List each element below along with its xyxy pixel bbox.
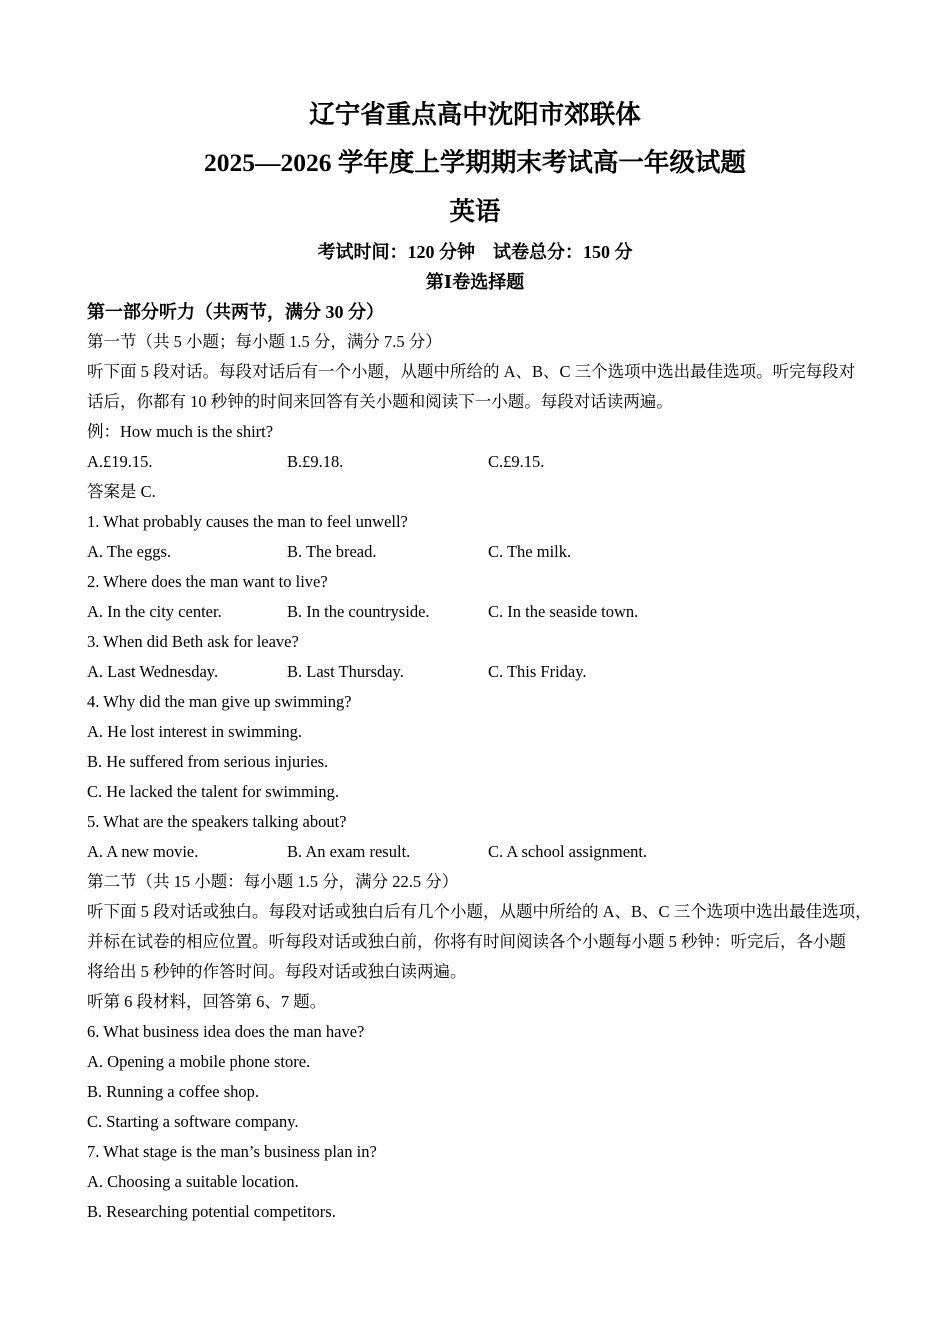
section2-heading: 第二节（共 15 小题：每小题 1.5 分，满分 22.5 分） [87,872,459,891]
question-4-option-b: B. He suffered from serious injuries. [87,752,329,771]
question-2-option-c: C. In the seaside town. [488,602,639,621]
section2-instruction-line: 听下面 5 段对话或独白。每段对话或独白后有几个小题，从题中所给的 A、B、C 三个选项中选出最佳选项， [87,902,872,921]
question-7-option-b: B. Researching potential competitors. [87,1202,336,1221]
question-2-options [87,597,950,627]
question-2-option-a: A. In the city center. [87,602,222,621]
question-6-option-a: A. Opening a mobile phone store. [87,1052,311,1071]
question-3-option-a: A. Last Wednesday. [87,662,219,681]
volume-title: 第Ⅰ卷选择题 [425,272,525,292]
example-option-a: A.£19.15. [87,452,153,471]
question-4-option-c: C. He lacked the talent for swimming. [87,782,340,801]
question-4-option-a: A. He lost interest in swimming. [87,722,302,741]
question-1-option-b: B. The bread. [287,542,377,561]
question-1-options [87,537,950,567]
example-options [87,447,950,477]
section2-instruction-line: 并标在试卷的相应位置。听每段对话或独白前，你将有时间阅读各个小题每小题 5 秒钟：听完后，各小题 [87,932,846,951]
example-option-c: C.£9.15. [488,452,545,471]
question-6-option-b: B. Running a coffee shop. [87,1082,260,1101]
part1-heading: 第一部分听力（共两节，满分 30 分） [87,302,384,322]
question-5-option-b: B. An exam result. [287,842,411,861]
example-question: 例：How much is the shirt? [87,422,274,441]
section2-instruction-line: 将给出 5 秒钟的作答时间。每段对话或独白读两遍。 [87,962,467,981]
question-2-stem: 2. Where does the man want to live? [87,572,328,591]
example-answer: 答案是 C. [87,482,156,501]
section1-instruction-line: 话后，你都有 10 秒钟的时间来回答有关小题和阅读下一小题。每段对话读两遍。 [87,392,673,411]
material-prompt: 听第 6 段材料，回答第 6、7 题。 [87,992,327,1011]
question-1-stem: 1. What probably causes the man to feel unwell? [87,512,408,531]
exam-info: 考试时间：120 分钟 试卷总分：150 分 [317,242,633,262]
question-4-stem: 4. Why did the man give up swimming? [87,692,352,711]
section1-instruction-line: 听下面 5 段对话。每段对话后有一个小题，从题中所给的 A、B、C 三个选项中选出最佳选项。听完每段对 [87,362,856,381]
question-3-option-b: B. Last Thursday. [287,662,404,681]
question-3-stem: 3. When did Beth ask for leave? [87,632,299,651]
question-1-option-a: A. The eggs. [87,542,172,561]
question-5-option-a: A. A new movie. [87,842,199,861]
section1-heading: 第一节（共 5 小题；每小题 1.5 分，满分 7.5 分） [87,332,442,351]
question-1-option-c: C. The milk. [488,542,572,561]
question-5-stem: 5. What are the speakers talking about? [87,812,347,831]
exam-title: 2025—2026 学年度上学期期末考试高一年级试题 [204,148,746,177]
question-5-option-c: C. A school assignment. [488,842,648,861]
example-option-b: B.£9.18. [287,452,344,471]
question-7-stem: 7. What stage is the man’s business plan in? [87,1142,377,1161]
question-6-option-c: C. Starting a software company. [87,1112,299,1131]
question-5-options [87,837,950,867]
subject-title: 英语 [449,197,501,226]
school-title: 辽宁省重点高中沈阳市郊联体 [309,100,641,129]
question-2-option-b: B. In the countryside. [287,602,430,621]
question-6-stem: 6. What business idea does the man have? [87,1022,365,1041]
question-7-option-a: A. Choosing a suitable location. [87,1172,299,1191]
question-3-option-c: C. This Friday. [488,662,587,681]
question-3-options [87,657,950,687]
